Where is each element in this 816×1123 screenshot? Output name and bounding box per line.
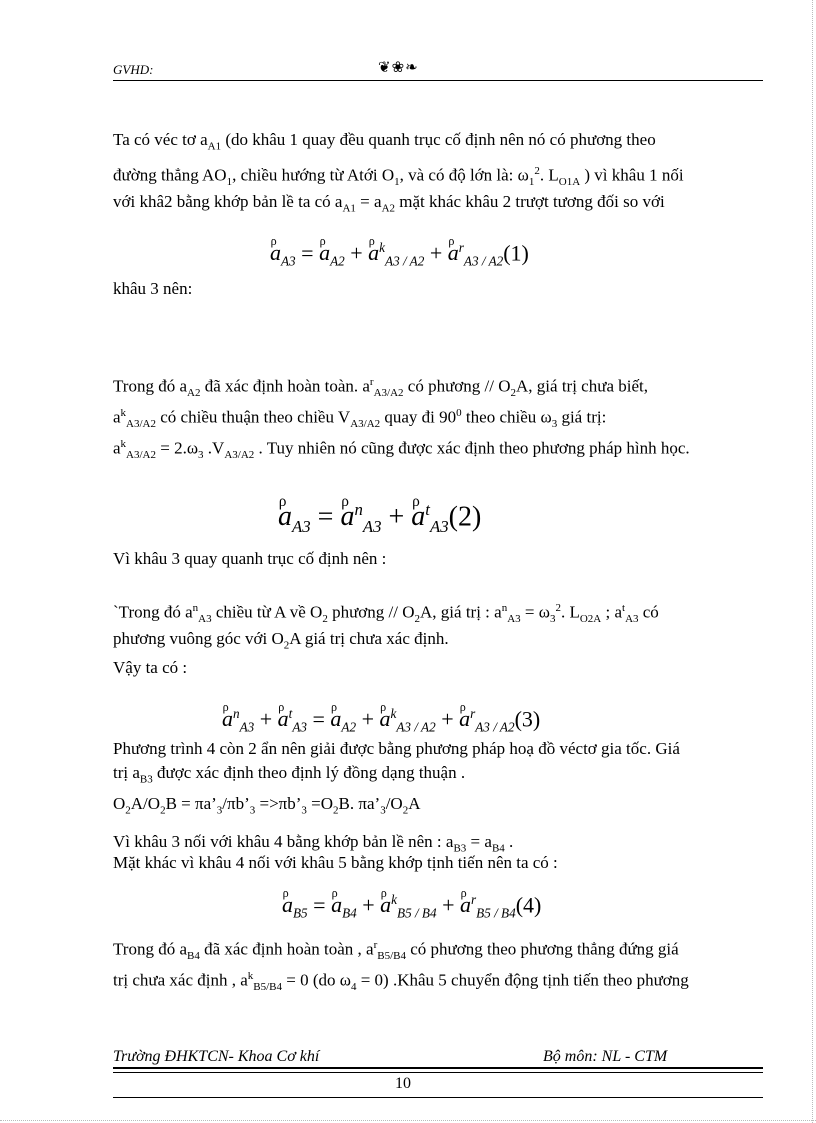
paragraph-line: Vậy ta có : <box>113 658 188 677</box>
equation-2: ρ $a_{A3} = \rho$ $a^n_{A3} + \rho$ $a^t_{A3}(2)$ <box>278 500 481 537</box>
footer-bottom-rule <box>113 1097 763 1098</box>
paragraph-line: Phương trình 4 còn 2 ẩn nên giải được bằng phương pháp hoạ đồ véctơ gia tốc. Giá <box>113 739 680 758</box>
footer-rule <box>113 1067 763 1073</box>
footer-department: Bộ môn: NL - CTM <box>543 1048 668 1065</box>
page-edge-right <box>812 0 813 1123</box>
footer-school: Trường ĐHKTCN- Khoa Cơ khí <box>113 1048 320 1065</box>
paragraph-line: trị $a_{B3}$ được xác định theo định lý đồng dạng thuận . <box>113 763 466 786</box>
paragraph-line: trị chưa xác định , $a^k_{B5/B4} = 0$ (do $\omega_4 = 0$) .Khâu 5 chuyển động tịnh tiến theo phương <box>113 970 689 994</box>
paragraph-line: Trong đó $a_{B4}$ đã xác định hoàn toàn , $a^r_{B5/B4}$ có phương theo phương thẳng đứng giá <box>113 939 679 963</box>
page-number: 10 <box>395 1075 411 1092</box>
header-ornament: ❦❀❧ <box>378 60 419 76</box>
paragraph-line: với khâ2 bằng khớp bản lề ta có $a_{A1} = a_{A2}$ mặt khác khâu 2 trượt tương đối so với <box>113 192 665 215</box>
page-edge-bottom <box>0 1120 816 1121</box>
equation-4: ρ $a_{B5} = \rho$ $a_{B4} + \rho$ $a^k_{B5 / B4} + \rho$ $a^r_{B5 / B4}(4)$ <box>282 892 541 922</box>
paragraph-line: Vì khâu 3 nối với khâu 4 bằng khớp bản lề nên : $a_{B3} = a_{B4}$ . <box>113 832 514 855</box>
paragraph-line: $a^k_{A3/A2} = 2.\omega_3$ $.V_{A3/A2}$ . Tuy nhiên nó cũng được xác định theo phương pháp hình học. <box>113 438 690 462</box>
paragraph-line: Mặt khác vì khâu 4 nối với khâu 5 bằng khớp tịnh tiến nên ta có : <box>113 853 558 872</box>
paragraph-line: phương vuông góc với $O_2A$ giá trị chưa xác định. <box>113 629 449 652</box>
equation-1: ρ $a_{A3} = \rho$ $a_{A2} + \rho$ $a^k_{A3 / A2} + \rho$ $a^r_{A3 / A2}(1)$ <box>270 240 529 270</box>
paragraph-line: Vì khâu 3 quay quanh trục cố định nên : <box>113 549 387 568</box>
paragraph-line: `Trong đó $a^n_{A3}$ chiều từ A về $O_2$ phương // $O_2A$, giá trị : $a^n_{A3} = \omega_3^2$. $L_{O2A}$ ; $a^t_{A3}$ có <box>113 602 659 626</box>
paragraph-line: Ta có véc tơ $a_{A1}$ (do khâu 1 quay đều quanh trục cố định nên nó có phương theo <box>113 130 656 153</box>
paragraph-line: khâu 3 nên: <box>113 279 193 298</box>
paragraph-line: Trong đó $a_{A2}$ đã xác định hoàn toàn. $a^r_{A3/A2}$ có phương // $O_2A$, giá trị chưa biết, <box>113 376 648 400</box>
paragraph-line: $a^k_{A3/A2}$ có chiều thuận theo chiều $V_{A3/A2}$ quay đi $90^0$ theo chiều $\omega_3$ giá trị: <box>113 407 607 431</box>
paragraph-line: đường thẳng $AO_1$, chiều hướng từ Atới $O_1$, và có độ lớn là: $\omega_1^2$. $L_{O1A}$ ) vì khâu 1 nối <box>113 165 684 189</box>
footer <box>113 1048 763 1066</box>
header-label: GVHD: <box>113 62 154 77</box>
equation-3: ρ $a^n_{A3} + \rho$ $a^t_{A3} = \rho$ $a_{A2} + \rho$ $a^k_{A3 / A2} + \rho$ $a^r_{A3 / A2}(3)$ <box>222 706 540 736</box>
header-rule <box>113 80 763 81</box>
paragraph-line: $O_2A/O_2B$ = $\pi a’_3/\pi b’_3$ $=>\pi b’_3 =O_2B$. $\pi a’_3/O_2A$ <box>113 794 421 817</box>
